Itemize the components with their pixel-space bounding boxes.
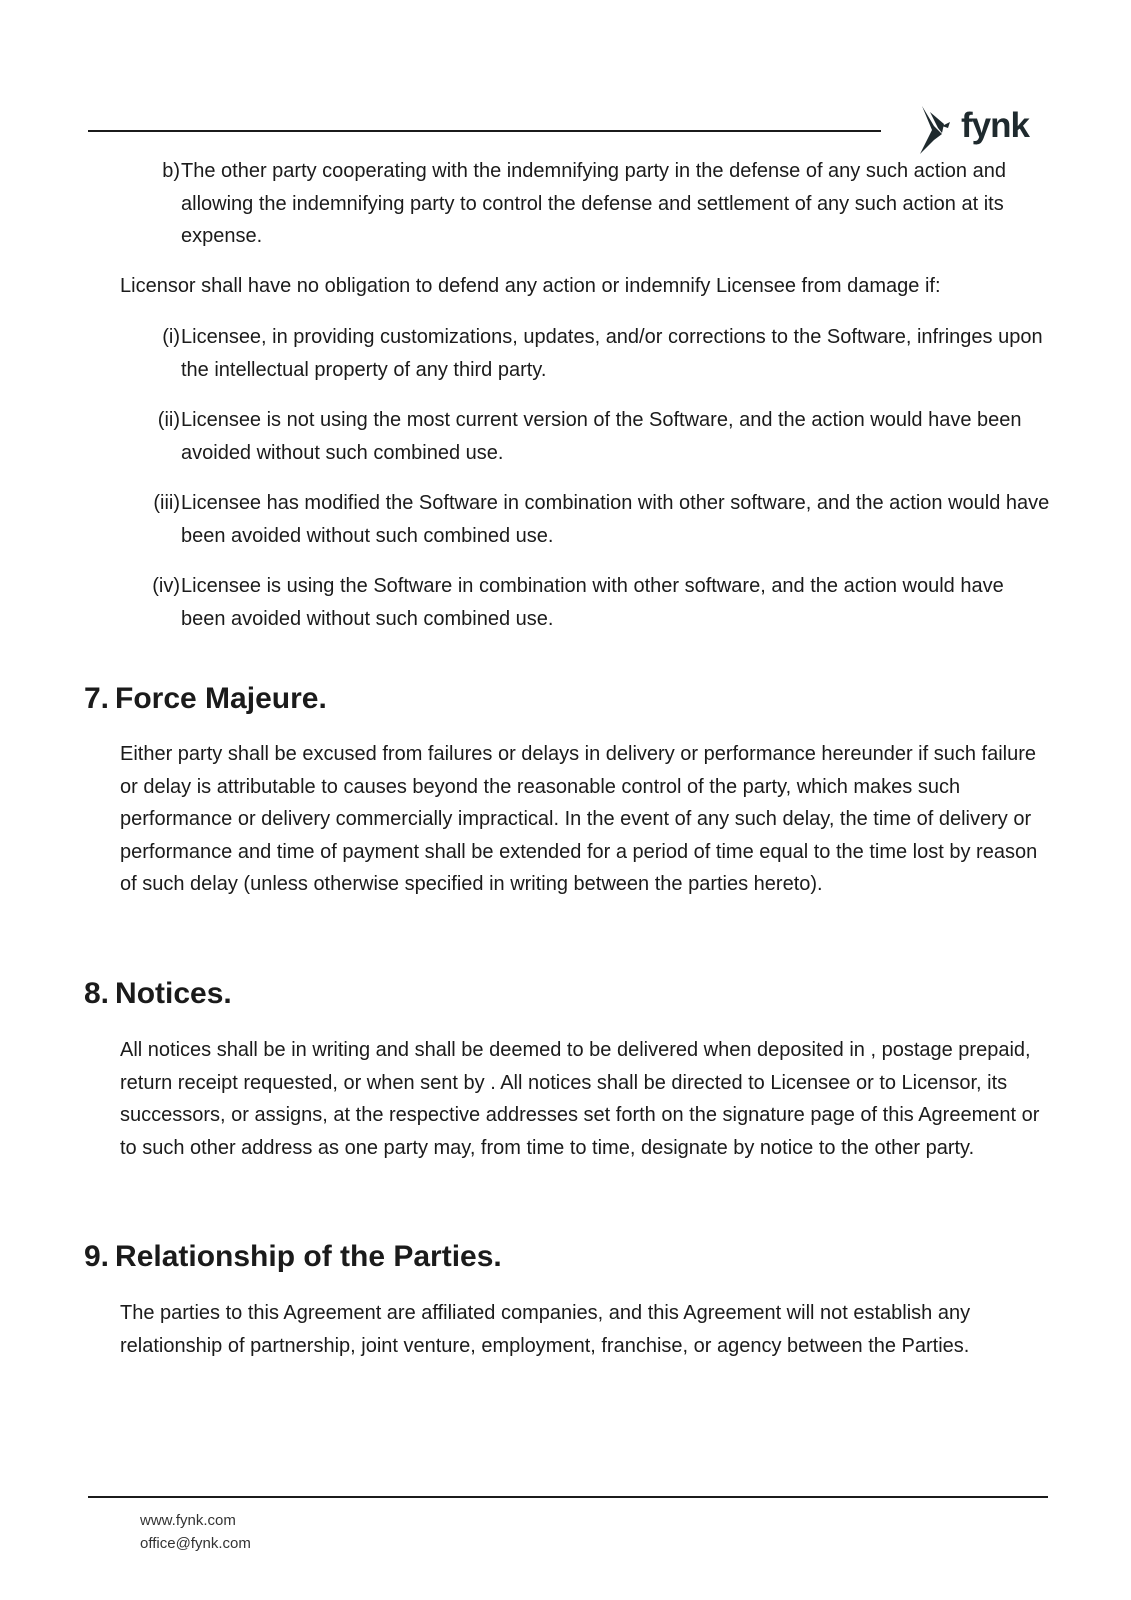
- list-item-text: The other party cooperating with the indemnifying party in the defense of any such action and allowing the indemnifying party to control the defense and settlement of any such action at its expense.: [181, 160, 1006, 247]
- section-number: 7.: [84, 682, 110, 715]
- list-marker: (i): [162, 326, 180, 348]
- list-item-text: Licensee has modified the Software in combination with other software, and the action would have been avoided without such combined use.: [181, 492, 1050, 547]
- licensor-intro: Licensor shall have no obligation to defend any action or indemnify Licensee from damage if:: [120, 275, 941, 297]
- list-item-text: Licensee is not using the most current version of the Software, and the action would have been avoided without such combined use.: [181, 409, 1022, 464]
- list-marker: b): [162, 160, 180, 182]
- footer-email: office@fynk.com: [140, 1535, 251, 1552]
- list-marker: (iv): [152, 575, 180, 597]
- section-9-body: The parties to this Agreement are affiliated companies, and this Agreement will not establish any relationship of partnership, joint venture, employment, franchise, or agency between the Parties.: [120, 1302, 971, 1357]
- list-marker: (iii): [153, 492, 180, 514]
- section-9-heading: [84, 1237, 502, 1277]
- section-number: 9.: [84, 1240, 110, 1273]
- list-item-text: Licensee, in providing customizations, updates, and/or corrections to the Software, infringes upon the intellectual property of any third party.: [181, 326, 1043, 381]
- header-divider: [88, 130, 881, 132]
- section-title: Force Majeure.: [115, 682, 327, 715]
- section-7-body: Either party shall be excused from failures or delays in delivery or performance hereunder if such failure or delay is attributable to causes beyond the reasonable control of the party, which makes such performance or delivery commercially impractical. In the event of any such delay, the time of delivery or performance and time of payment shall be extended for a period of time equal to the time lost by reason of such delay (unless otherwise specified in writing between the parties hereto).: [120, 743, 1038, 895]
- section-title: Notices.: [115, 977, 232, 1010]
- section-7-heading: [84, 679, 327, 719]
- footer-website: www.fynk.com: [140, 1512, 236, 1529]
- list-item-text: Licensee is using the Software in combination with other software, and the action would have been avoided without such combined use.: [181, 575, 1004, 630]
- section-8-body: All notices shall be in writing and shall be deemed to be delivered when deposited in , postage prepaid, return receipt requested, or when sent by . All notices shall be directed to Licensee or to Licensor, its successors, or assigns, at the respective addresses set forth on the signature page of this Agreement or to such other address as one party may, from time to time, designate by notice to the other party.: [120, 1039, 1040, 1159]
- section-title: Relationship of the Parties.: [115, 1240, 502, 1273]
- section-8-heading: [84, 974, 232, 1014]
- section-number: 8.: [84, 977, 110, 1010]
- footer-divider: [88, 1496, 1048, 1498]
- bird-icon: [918, 104, 962, 158]
- fynk-logo: [918, 104, 1048, 160]
- list-marker: (ii): [157, 409, 180, 431]
- logo-wordmark: fynk: [961, 106, 1029, 145]
